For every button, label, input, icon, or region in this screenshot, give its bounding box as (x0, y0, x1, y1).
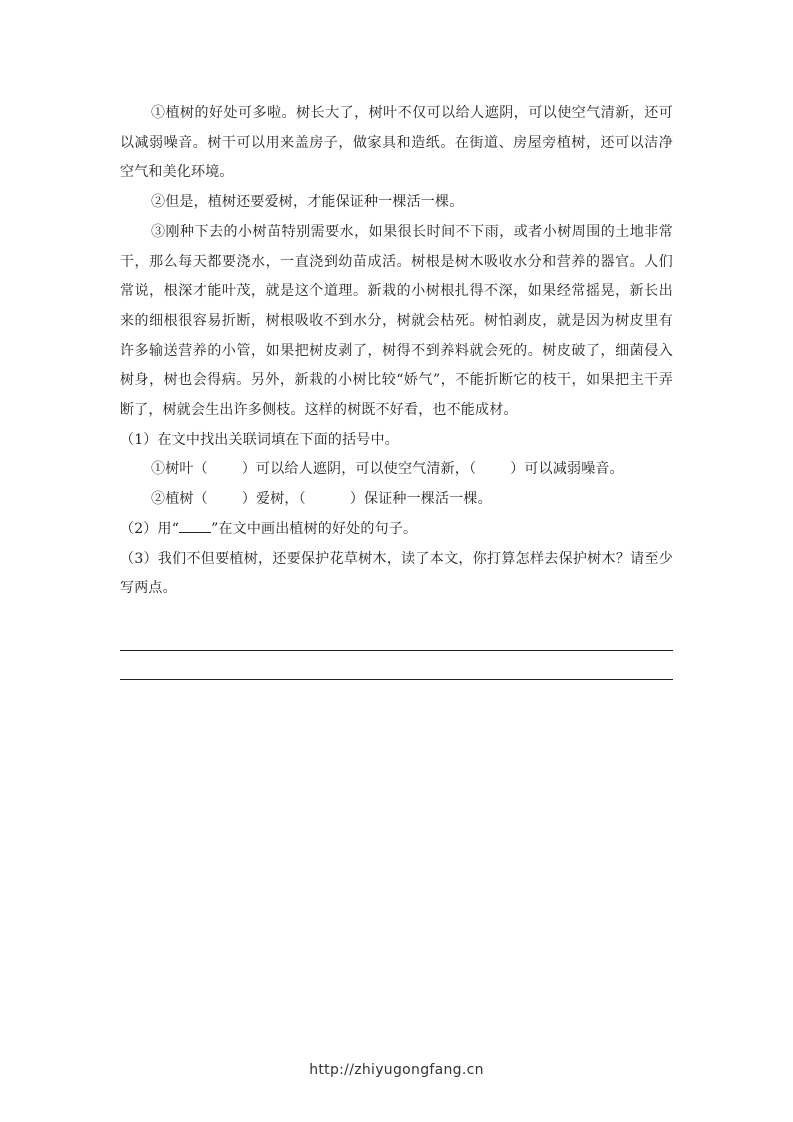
question-1-line-1 (120, 455, 673, 485)
q1-line1-part-c: ）可以减弱噪音。 (510, 461, 624, 478)
q1-line1-part-b: ）可以给人遮阴，可以使空气清新，（ (241, 461, 477, 478)
q1-line1-part-a: ①树叶（ (151, 461, 208, 478)
underline-symbol (179, 520, 211, 533)
question-2 (120, 515, 673, 545)
passage-paragraph-1: ①植树的好处可多啦。树长大了，树叶不仅可以给人遮阴，可以使空气清新，还可以减弱噪音。树干可以用来盖房子，做家具和造纸。在街道、房屋旁植树，还可以洁净空气和美化环境。 (120, 105, 673, 181)
q1-line2-part-a: ②植树（ (151, 491, 208, 508)
passage-paragraph-2: ②但是，植树还要爱树，才能保证种一棵活一棵。 (151, 194, 464, 211)
answer-line-2[interactable] (120, 679, 673, 680)
q1-line2-part-b: ）爱树，（ (241, 491, 306, 508)
question-1-line-2 (120, 485, 673, 515)
question-1-title: （1）在文中找出关联词填在下面的括号中。 (120, 431, 399, 448)
footer-url: http://zhiyugongfang.cn (309, 1062, 484, 1078)
q2-before: （2）用“ (120, 520, 180, 537)
answer-line-1[interactable] (120, 650, 673, 651)
question-3: （3）我们不但要植树，还要保护花草树木，读了本文，你打算怎样去保护树木？请至少写两点。 (120, 550, 673, 597)
q1-line2-part-c: ）保证种一棵活一棵。 (349, 491, 492, 508)
passage-paragraph-3: ③刚种下去的小树苗特别需要水，如果很长时间不下雨，或者小树周围的土地非常干，那么每天都要浇水，一直浇到幼苗成活。树根是树木吸收水分和营养的器官。人们常说，根深才能叶茂，就是这个道理。新栽的小树根扎得不深，如果经常摇晃，新长出来的细根很容易折断，树根吸收不到水分，树就会枯死。树怕剥皮，就是因为树皮里有许多输送营养的小管，如果把树皮剥了，树得不到养料就会死的。树皮破了，细菌侵入树身，树也会得病。另外，新栽的小树比较“娇气”，不能折断它的枝干，如果把主干弄断了，树就会生出许多侧枝。这样的树既不好看，也不能成材。 (120, 223, 673, 419)
q2-after: ”在文中画出植树的好处的句子。 (211, 520, 418, 537)
document-body (120, 99, 673, 604)
